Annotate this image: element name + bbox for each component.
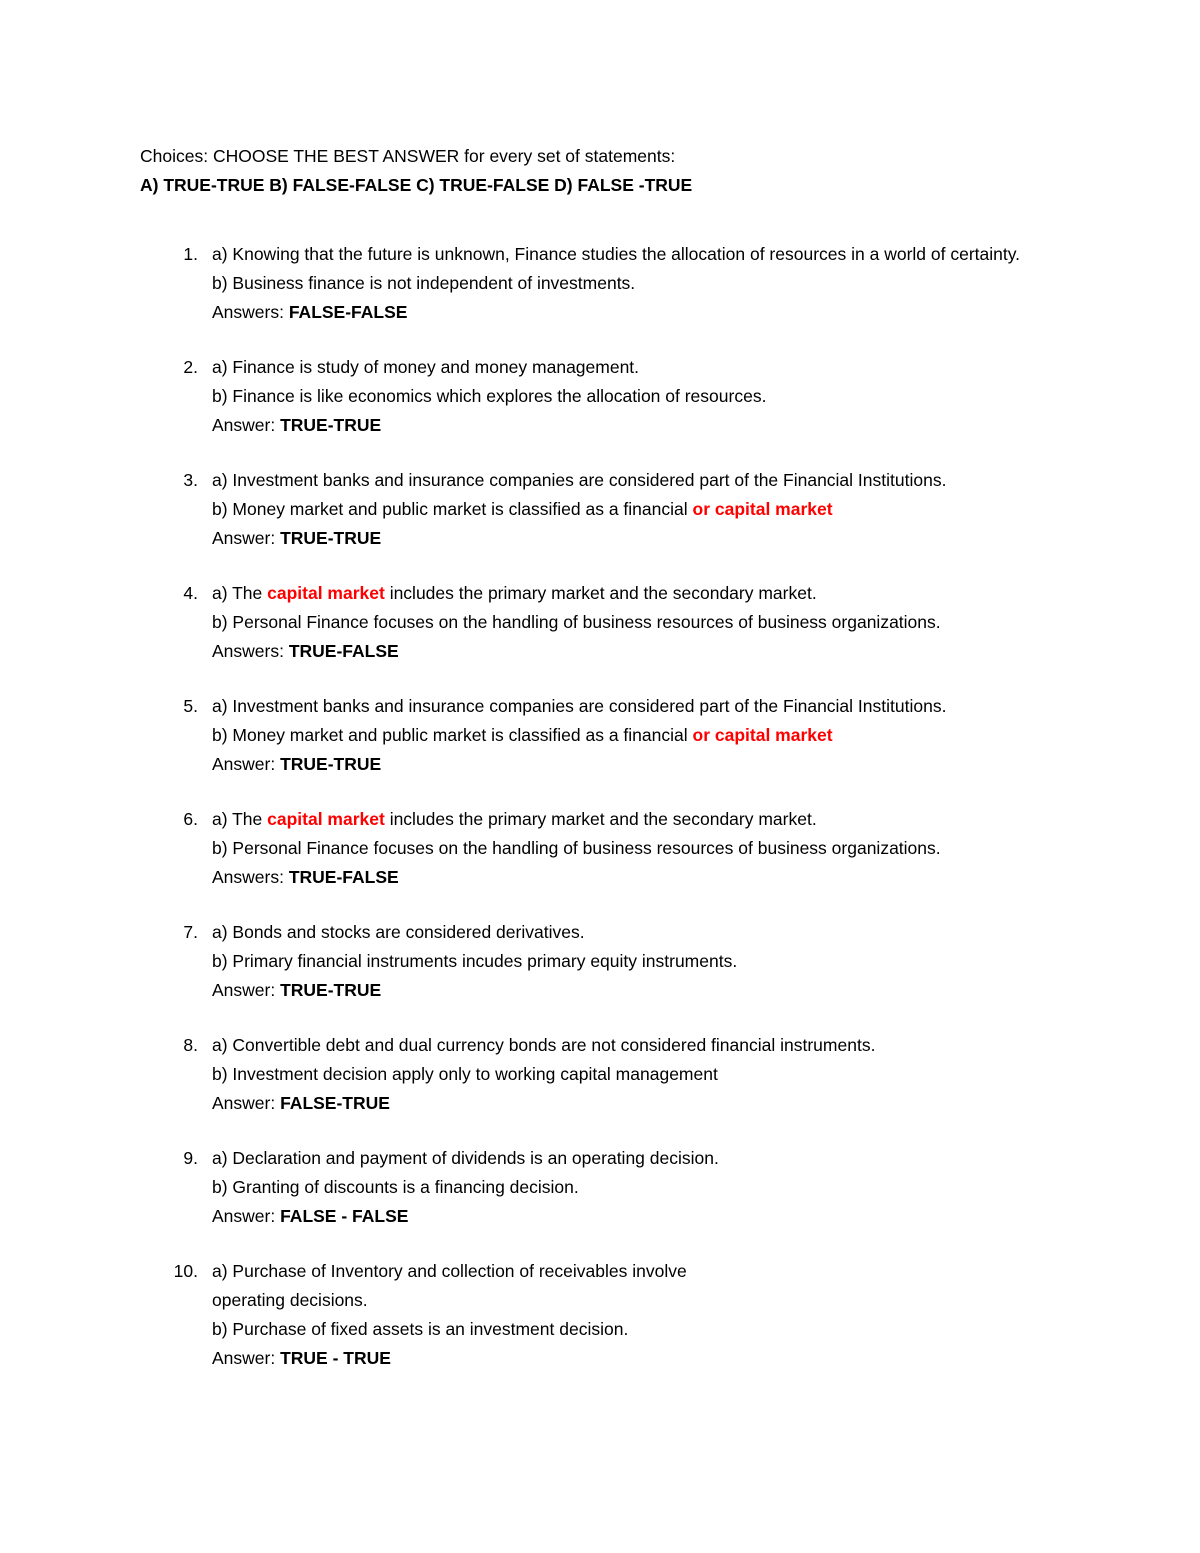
answer-label: Answer:	[212, 1093, 281, 1113]
question-number: 2.	[183, 357, 198, 377]
question-number: 9.	[183, 1148, 198, 1168]
statement-a: a) Knowing that the future is unknown, Finance studies the allocation of resources in a world of certainty.	[212, 244, 1021, 264]
answer-value: TRUE - TRUE	[280, 1348, 391, 1368]
statement-b: b) Personal Finance focuses on the handling of business resources of business organizations.	[212, 838, 941, 858]
answer-value: TRUE-FALSE	[288, 641, 399, 661]
statement-b: b) Finance is like economics which explores the allocation of resources.	[212, 386, 767, 406]
statement-b: b) Primary financial instruments incudes primary equity instruments.	[212, 951, 738, 971]
statement-a-prefix: a) The	[212, 809, 268, 829]
question-list	[140, 240, 1100, 1399]
answer-label: Answer:	[212, 980, 281, 1000]
answer-label: Answers:	[212, 302, 289, 322]
instructions-line: Choices: CHOOSE THE BEST ANSWER for every set of statements:	[140, 146, 676, 166]
question-number: 1.	[183, 244, 198, 264]
answer-line	[212, 298, 1100, 327]
question-10	[140, 1257, 1100, 1373]
answer-line	[212, 976, 1100, 1005]
statement-b: b) Personal Finance focuses on the handling of business resources of business organizations.	[212, 612, 941, 632]
answer-value: FALSE - FALSE	[280, 1206, 409, 1226]
answer-label: Answer:	[212, 1206, 281, 1226]
statement-b-text: b) Money market and public market is classified as a financial	[212, 499, 693, 519]
answer-line	[212, 1089, 1100, 1118]
answer-value: TRUE-TRUE	[280, 980, 382, 1000]
statement-a: a) Bonds and stocks are considered derivatives.	[212, 922, 585, 942]
statement-a: a) Investment banks and insurance companies are considered part of the Financial Institutions.	[212, 696, 947, 716]
statement-b: b) Purchase of fixed assets is an investment decision.	[212, 1319, 629, 1339]
answer-label: Answer:	[212, 1348, 281, 1368]
question-5	[140, 692, 1100, 779]
question-number: 7.	[183, 922, 198, 942]
answer-label: Answer:	[212, 754, 281, 774]
statement-b	[212, 721, 1100, 750]
answer-value: FALSE-FALSE	[288, 302, 408, 322]
answer-value: TRUE-TRUE	[280, 528, 382, 548]
statement-a: a) Declaration and payment of dividends is an operating decision.	[212, 1148, 719, 1168]
question-1	[140, 240, 1100, 327]
statement-a	[212, 579, 1100, 608]
statement-b: b) Investment decision apply only to working capital management	[212, 1064, 718, 1084]
answer-label: Answer:	[212, 415, 281, 435]
answer-line	[212, 863, 1100, 892]
answer-label: Answers:	[212, 867, 289, 887]
header	[140, 142, 1100, 200]
statement-a-suffix: includes the primary market and the secondary market.	[384, 809, 817, 829]
answer-line	[212, 1344, 1100, 1373]
question-number: 10.	[173, 1261, 198, 1281]
statement-a-line-1: a) Purchase of Inventory and collection of receivables involve	[212, 1261, 687, 1281]
question-6	[140, 805, 1100, 892]
statement-a-prefix: a) The	[212, 583, 268, 603]
question-7	[140, 918, 1100, 1005]
question-9	[140, 1144, 1100, 1231]
statement-a	[212, 805, 1100, 834]
question-number: 8.	[183, 1035, 198, 1055]
answer-value: TRUE-TRUE	[280, 754, 382, 774]
question-number: 6.	[183, 809, 198, 829]
answer-label: Answer:	[212, 528, 281, 548]
question-4	[140, 579, 1100, 666]
statement-b: b) Granting of discounts is a financing decision.	[212, 1177, 579, 1197]
statement-b-text: b) Money market and public market is classified as a financial	[212, 725, 693, 745]
statement-a-suffix: includes the primary market and the secondary market.	[384, 583, 817, 603]
question-number: 3.	[183, 470, 198, 490]
question-2	[140, 353, 1100, 440]
question-number: 4.	[183, 583, 198, 603]
statement-a: a) Convertible debt and dual currency bonds are not considered financial instruments.	[212, 1035, 876, 1055]
statement-b	[212, 495, 1100, 524]
statement-b-highlight: or capital market	[692, 725, 833, 745]
answer-line	[212, 750, 1100, 779]
statement-a-highlight: capital market	[267, 809, 385, 829]
answer-line	[212, 411, 1100, 440]
answer-value: TRUE-TRUE	[280, 415, 382, 435]
answer-line	[212, 637, 1100, 666]
question-number: 5.	[183, 696, 198, 716]
statement-a-line-2: operating decisions.	[212, 1290, 368, 1310]
answer-value: TRUE-FALSE	[288, 867, 399, 887]
statement-b-highlight: or capital market	[692, 499, 833, 519]
question-8	[140, 1031, 1100, 1118]
statement-a: a) Finance is study of money and money management.	[212, 357, 640, 377]
statement-b: b) Business finance is not independent of investments.	[212, 273, 636, 293]
answer-value: FALSE-TRUE	[280, 1093, 390, 1113]
answer-label: Answers:	[212, 641, 289, 661]
question-3	[140, 466, 1100, 553]
statement-a-highlight: capital market	[267, 583, 385, 603]
choices-line: A) TRUE-TRUE B) FALSE-FALSE C) TRUE-FALSE D) FALSE -TRUE	[140, 175, 693, 195]
answer-line	[212, 1202, 1100, 1231]
answer-line	[212, 524, 1100, 553]
statement-a: a) Investment banks and insurance companies are considered part of the Financial Institutions.	[212, 470, 947, 490]
